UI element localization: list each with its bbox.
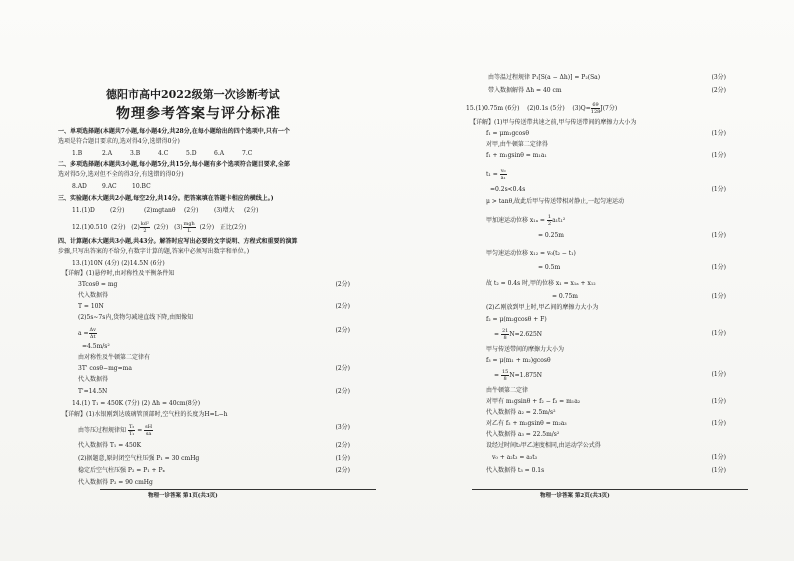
score: (1分) [711,330,726,337]
footer-rule [100,489,376,490]
score: (1分) [711,232,726,239]
score: (2分) [335,442,350,449]
right-column [466,0,742,561]
q11-part: (2分) [184,207,199,214]
score: (1分) [711,293,726,300]
mc-answer: 10.BC [132,183,151,190]
score: (2分) [335,467,350,474]
text-line: 由对称性及牛顿第二定律有 [78,354,151,361]
equation-line: 3T' cosθ−mg=ma [78,365,132,372]
equation-line: f₃ = μ(m₁ + m₂)gcosθ [486,357,551,364]
mc-answer: 5.D [186,150,197,157]
score: (1分) [711,454,726,461]
fraction: $\frac{\text{kd²}}{2}$ [140,221,150,234]
q11-part: (2分) [110,207,125,214]
text-line: (2)乙刚放到甲上时,甲乙间的摩擦力大小为 [486,304,599,311]
score: (2分) [711,87,726,94]
mc-answer: 7.C [242,150,253,157]
score: (1分) [711,371,726,378]
mc-answer: 9.AC [102,183,117,190]
equation-line: 对甲有 m₁gsinθ + f₂ − f₃ = m₁a₂ [486,398,581,405]
school-title: 德阳市高中2022级第一次诊断考试 [106,88,280,101]
equation-line: f₁ + m₁gsinθ = m₁a₁ [486,152,547,159]
equation-line: 代入数据得 a₂ = 2.5m/s² [486,409,556,416]
q13-answer: 13.(1)10N (4分) (2)14.5N (6分) [72,260,165,267]
section-1-heading: 一、单项选择题(本题共7小题,每小题4分,共28分,在每小题给出的四个选项中,只有一个 [58,128,290,135]
footer-rule [472,489,748,490]
equation-line: 带入数据解得 Δh = 40 cm [488,87,562,94]
section-4-heading: 四、计算题(本大题共3小题,共43分。解答时应写出必要的文字说明、方程式和重要的演算 [58,238,298,245]
equation-line: = 0.25m [538,232,564,239]
equation-line: 甲加速运动位移 x₁ₐ = $\frac{1}{2}$ a₁t₁² [486,214,566,227]
q14-detail: 【详解】(1)水银刚到达玻璃管顶部时,空气柱的长度为H=L−h [62,411,228,418]
fraction: $\frac{\Delta v}{\Delta t}$ [89,327,96,340]
score: (2分) [335,365,350,372]
equation-line: = 0.75m [552,293,578,300]
equation-line: = $\frac{15}{8}$ N=1.875N [494,369,543,382]
q11-part: 11.(1)D [72,207,95,214]
equation-line: a = $\frac{\Delta v}{\Delta t}$ [78,327,96,340]
score: (2分) [335,281,350,288]
section-3-heading: 三、实验题(本大题共2小题,每空2分,共14分。把答案填在答题卡相应的横线上。) [58,195,274,202]
footer-right: 物理一诊答案 第2页(共3页) [540,493,610,499]
equation-line: 稳定后空气柱压强 P₂ = P₁ + Pₓ [78,467,166,474]
footer-left: 物理一诊答案 第1页(共3页) [148,493,218,499]
equation-line: = 0.5m [538,264,561,271]
q11-part: (3)增大 [214,207,235,214]
equation-line: 代入数据得 P₂ = 90 cmHg [78,479,153,486]
q14-answer: 14.(1) T₁ = 450K (7分) (2) Δh = 40cm(8分) [72,400,201,407]
q11-part: (2)mgtanθ [144,207,176,214]
equation-line: 由等温过程规律 P₁[S(a − Δh)] = P₂(Sa) [488,74,601,81]
mc-answer: 2.A [102,150,113,157]
text-line: (2)5s~7s内,货物匀减速直线下降,由图像知 [78,314,194,321]
section-2-note: 选对得5分,选对但不全的得3分,有选错的得0分) [58,171,184,178]
doc-title: 物理参考答案与评分标准 [116,106,281,122]
section-4-note: 步骤,只写出答案的不给分,有数字计算的题,答案中必须写出数字和单位。) [58,248,250,255]
equation-line: =0.2s<0.4s [490,186,526,193]
score: (3分) [711,74,726,81]
score: (1分) [335,455,350,462]
equation-line: T = 10N [78,303,104,310]
equation-line: 由等压过程规律知 $\frac{\text{T₂}}{\text{T₁}}$ = $\frac{sH}{sa}$ [78,424,153,437]
equation-line: 对乙有 f₂ + m₂gsinθ = m₂a₃ [486,420,567,427]
section-1-note: 选项是符合题目要求的,选对得4分,选错得0分) [58,138,180,145]
fraction: $\frac{21}{8}$ [501,328,509,341]
fraction: $\frac{\text{v₀}}{\text{a₁}}$ [500,168,506,181]
score: (1分) [711,264,726,271]
equation-line: = $\frac{21}{8}$ N=2.625N [494,328,543,341]
equation-line: 代入数据得 a₃ = 22.5m/s² [486,431,560,438]
mc-answer: 8.AD [72,183,87,190]
text-line: 设经过时间t₃甲乙速度相同,由运动学公式得 [486,442,601,449]
equation-line: t₁ = $\frac{\text{v₀}}{\text{a₁}}$ [486,168,506,181]
q15-detail: 【详解】(1)甲与传送带共速之前,甲与传送带间的摩擦力大小为 [470,119,637,126]
equation-line: T'=14.5N [78,388,108,395]
score: (1分) [711,398,726,405]
section-2-heading: 二、多项选择题(本题共3小题,每小题5分,共15分,每小题有多个选项符合题目要求,全部 [58,161,290,168]
mc-answer: 6.A [214,150,225,157]
mc-answer: 3.B [130,150,141,157]
equation-line: 代入数据得 T₁ = 450K [78,442,142,449]
score: (1分) [711,152,726,159]
fraction: $\frac{sH}{sa}$ [145,424,153,437]
score: (1分) [711,130,726,137]
text-line: 代入数据得 [78,376,109,383]
equation-line: v₀ + a₂t₃ = a₃t₃ [492,454,538,461]
q12-answer: 12.(1)0.510 (2分) (2) $\frac{\text{kd²}}{2}$ (2分) (3) $\frac{\text{mgh}}{L}$ (2分) 正比(2分) [72,221,247,234]
equation-line: 3Tcosθ = mg [78,281,118,288]
equation-line: 甲匀速运动位移 x₁₂ = v₀(t₂ − t₁) [486,250,576,257]
score: (2分) [335,303,350,310]
fraction: $\frac{\text{T₂}}{\text{T₁}}$ [128,424,135,437]
text-line: 对甲,由牛顿第二定律得 [486,141,548,148]
score: (2分) [335,388,350,395]
equation-line: 代入数据得 t₃ = 0.1s [486,467,545,474]
fraction: $\frac{69}{128}$ [590,102,601,115]
fraction: $\frac{\text{mgh}}{L}$ [183,221,195,234]
q13-detail: 【详解】(1)悬停时,由对称性及平衡条件知 [62,270,175,277]
score: (2分) [335,327,350,334]
equation-line: f₂ = μ(m₂gcosθ + F) [486,316,547,323]
text-line: 由牛顿第二定律 [486,387,529,394]
fraction: $\frac{1}{2}$ [547,214,552,227]
text-line: 代入数据得 [78,292,109,299]
score: (1分) [711,467,726,474]
fraction: $\frac{15}{8}$ [501,369,509,382]
equation-line: (2)据题意,原封闭空气柱压强 P₁ = 30 cmHg [78,455,200,462]
text-line: 甲与传送带间的摩擦力大小为 [486,346,565,353]
q15-answer: 15.(1)0.75m (6分) (2)0.1s (5分) (3)Q= $\frac{69}{128}$ J(7分) [466,102,618,115]
score: (1分) [711,420,726,427]
equation-line: =4.5m/s² [82,343,110,350]
score: (3分) [335,424,350,431]
left-column [58,0,390,561]
equation-line: 故 t₂ = 0.4s 时,甲的位移 x₁ = x₁ₐ + x₁₂ [486,280,596,287]
score: (1分) [711,186,726,193]
equation-line: f₁ = μm₁gcosθ [486,130,529,137]
mc-answer: 1.B [72,150,83,157]
mc-answer: 4.C [158,150,169,157]
q11-part: (2分) [244,207,259,214]
text-line: μ > tanθ,故此后甲与传送带相对静止,一起匀速运动 [486,198,625,205]
